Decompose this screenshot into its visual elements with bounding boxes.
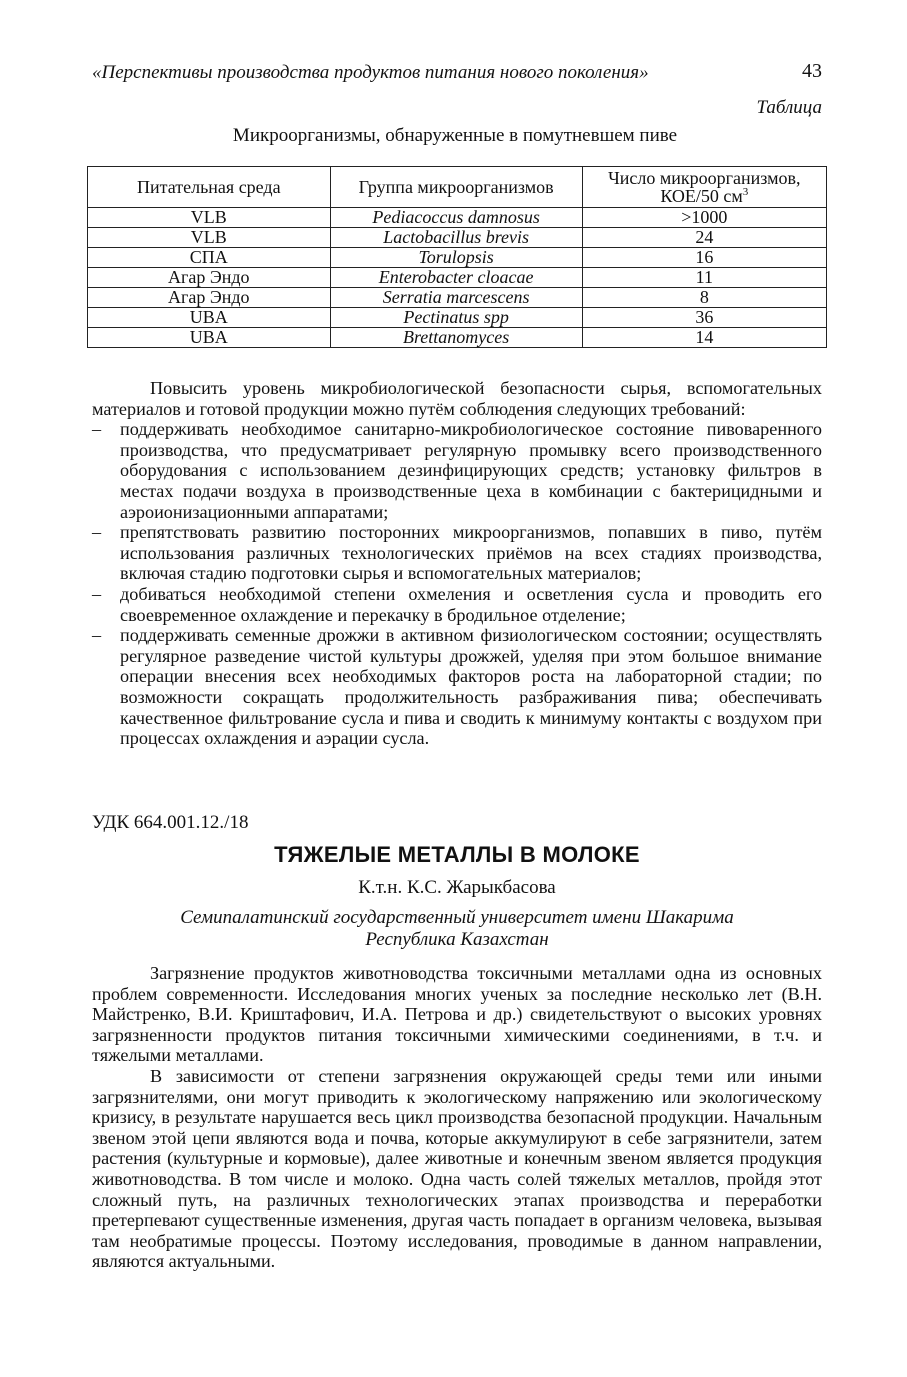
cell-count: 36 xyxy=(582,308,826,328)
dash-marker: – xyxy=(92,583,102,604)
cell-medium: Агар Эндо xyxy=(88,268,331,288)
header-group: Группа микроорганизмов xyxy=(330,167,582,208)
list-item xyxy=(92,625,822,749)
list-item-text: добиваться необходимой степени охмеления и осветления сусла и проводить его своевременное охлаждение и перекачку в бродильное отделение; xyxy=(120,583,822,625)
list-item xyxy=(92,419,822,522)
cell-medium: Агар Эндо xyxy=(88,288,331,308)
list-item-text: препятствовать развитию посторонних микроорганизмов, попавших в пиво, путём использования различных технологических приёмов на всех стадиях производства, включая стадию подготовки сырья и вспомогательных материалов; xyxy=(120,522,822,584)
page-number: 43 xyxy=(802,60,822,82)
article-affiliation xyxy=(92,907,822,951)
cell-medium: VLB xyxy=(88,208,331,228)
list-item-text: поддерживать необходимое санитарно-микробиологическое состояние пивоваренного производства, что предусматривает регулярную промывку всего производственного оборудования с использованием дезинфицирующих средств; установку фильтров в местах подачи воздуха в производственные цеха в комбинации с бактерицидными и аэроионизационными аппаратами; xyxy=(120,419,822,522)
table-row xyxy=(88,328,827,348)
requirements-list xyxy=(92,419,822,749)
table-header-row xyxy=(88,167,827,208)
dash-marker: – xyxy=(92,625,102,646)
running-title: «Перспективы производства продуктов питания нового поколения» xyxy=(92,62,649,83)
dash-marker: – xyxy=(92,419,102,440)
cell-count: 16 xyxy=(582,248,826,268)
affiliation-country: Республика Казахстан xyxy=(365,929,549,950)
cell-group: Pediacoccus damnosus xyxy=(330,208,582,228)
cell-medium: VLB xyxy=(88,228,331,248)
cell-group: Enterobacter cloacae xyxy=(330,268,582,288)
table-label: Таблица xyxy=(756,97,822,118)
cell-group: Serratia marcescens xyxy=(330,288,582,308)
table-row xyxy=(88,228,827,248)
dash-marker: – xyxy=(92,522,102,543)
cell-count: 8 xyxy=(582,288,826,308)
table-row xyxy=(88,288,827,308)
cell-group: Lactobacillus brevis xyxy=(330,228,582,248)
microorganisms-table xyxy=(87,166,827,348)
cell-medium: UBA xyxy=(88,308,331,328)
article-title: ТЯЖЕЛЫЕ МЕТАЛЛЫ В МОЛОКЕ xyxy=(274,842,640,867)
cell-count: >1000 xyxy=(582,208,826,228)
affiliation-university: Семипалатинский государственный университет имени Шакарима xyxy=(180,907,734,928)
cell-group: Pectinatus spp xyxy=(330,308,582,328)
header-count-exponent: 3 xyxy=(742,186,749,198)
cell-group: Torulopsis xyxy=(330,248,582,268)
header-count-text: Число микроорганизмов, КОЕ/50 см xyxy=(608,168,801,206)
list-item-text: поддерживать семенные дрожжи в активном физиологическом состоянии; осуществлять регулярное разведение чистой культуры дрожжей, уделяя при этом большое внимание операции внесения всех необходимых факторов роста на лабораторной стадии; по возможности сокращать продолжительность разбраживания пива; обеспечивать качественное фильтрование сусла и пива и сводить к минимуму контакты с воздухом при процессах охлаждения и аэрации сусла. xyxy=(120,625,822,749)
cell-medium: UBA xyxy=(88,328,331,348)
list-item xyxy=(92,522,822,584)
table-row xyxy=(88,248,827,268)
cell-medium: СПА xyxy=(88,248,331,268)
table-row xyxy=(88,208,827,228)
list-item xyxy=(92,584,822,625)
article-author: К.т.н. К.С. Жарыкбасова xyxy=(358,877,556,898)
article-paragraph: В зависимости от степени загрязнения окружающей среды теми или иными загрязнителями, они могут приводить к экологическому напряжению или экологическому кризису, в результате нарушается весь цикл производства безопасной продукции. Начальным звеном этой цепи являются вода и почва, которые аккумулируют в себе загрязнители, затем растения (культурные и кормовые), далее животные и конечным звеном является продукция животноводства. В том числе и молоко. Одна часть солей тяжелых металлов, пройдя этот сложный путь, на различных технологических этапах производства и переработки претерпевают существенные изменения, другая часть попадает в организм человека, вызывая там необратимые процессы. Поэтому исследования, проводимые в данном направлении, являются актуальными. xyxy=(92,1065,822,1272)
article-paragraph: Загрязнение продуктов животноводства токсичными металлами одна из основных проблем современности. Исследования многих ученых за последние несколько лет (В.Н. Майстренко, В.И. Криштафович, И.А. Петрова и др.) свидетельствуют о высоких уровнях загрязненности продуктов питания токсичными химическими соединениями, в т.ч. и тяжелыми металлами. xyxy=(92,963,822,1066)
header-count xyxy=(582,167,826,208)
udc-code: УДК 664.001.12./18 xyxy=(92,812,249,833)
table-row xyxy=(88,308,827,328)
requirements-intro: Повысить уровень микробиологической безопасности сырья, вспомогательных материалов и готовой продукции можно путём соблюдения следующих требований: xyxy=(92,378,822,419)
table-row xyxy=(88,268,827,288)
table-caption: Микроорганизмы, обнаруженные в помутневшем пиве xyxy=(232,125,678,146)
cell-count: 24 xyxy=(582,228,826,248)
cell-count: 14 xyxy=(582,328,826,348)
cell-group: Brettanomyces xyxy=(330,328,582,348)
header-medium: Питательная среда xyxy=(88,167,331,208)
article-body xyxy=(92,963,822,1272)
cell-count: 11 xyxy=(582,268,826,288)
requirements-section xyxy=(92,378,822,749)
